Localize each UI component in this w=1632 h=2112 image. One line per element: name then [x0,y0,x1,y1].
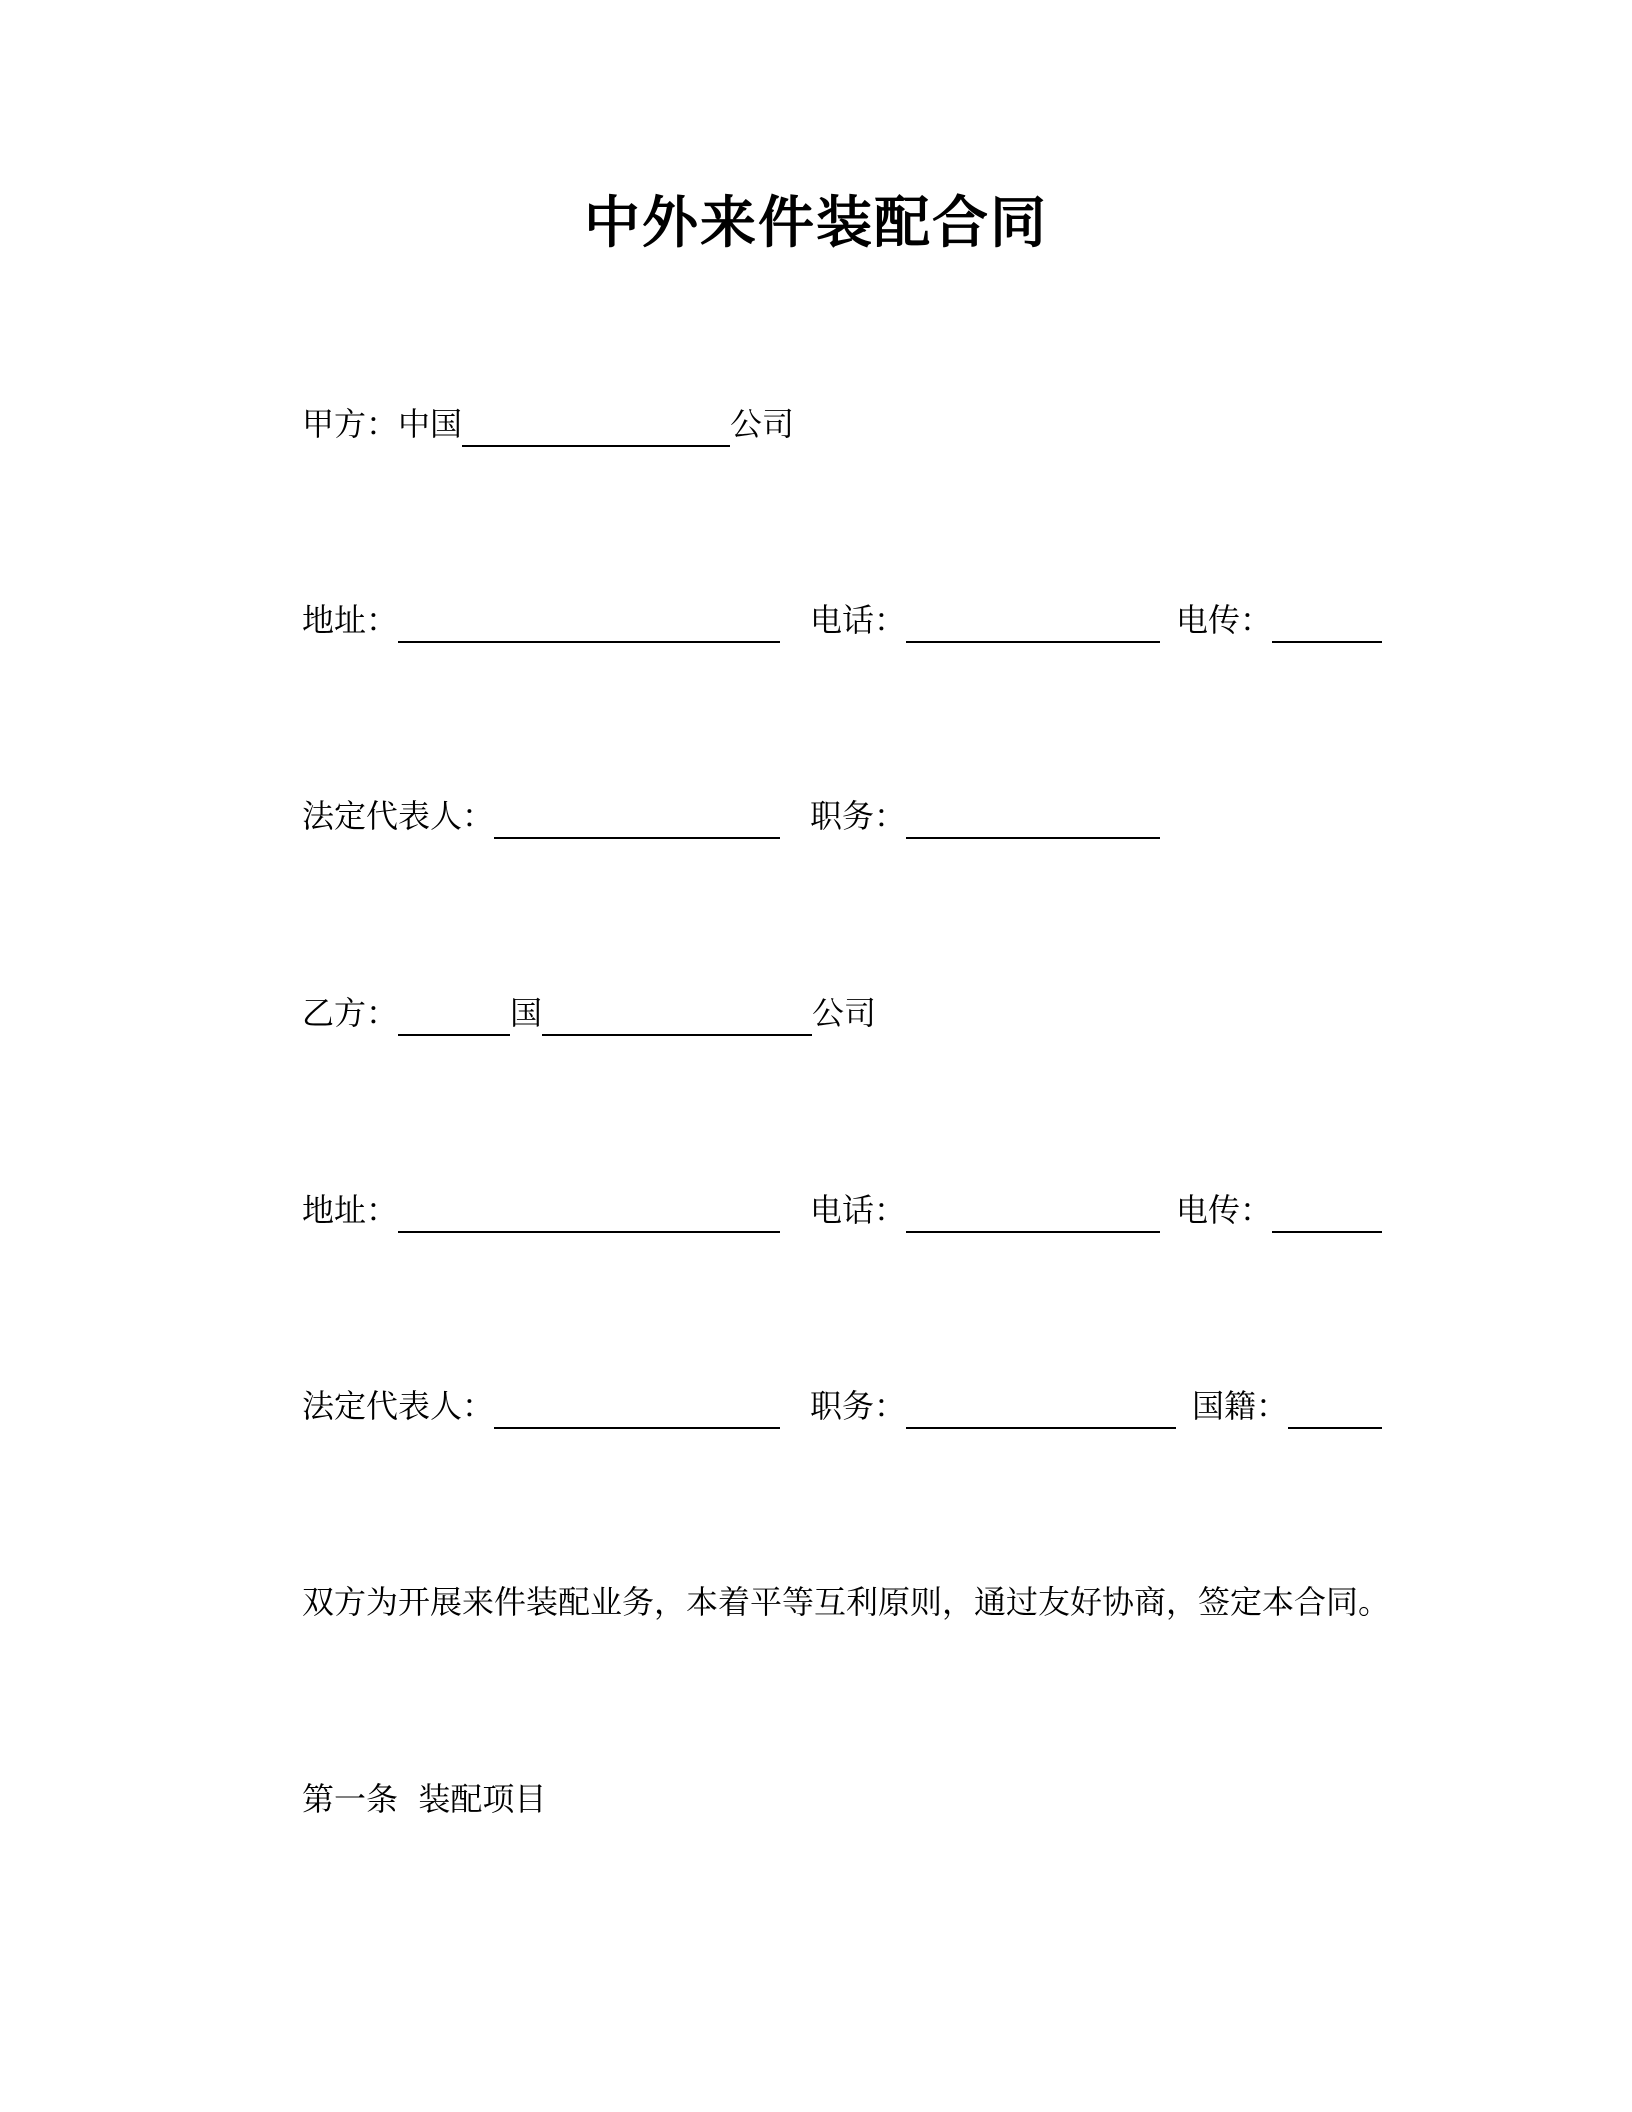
party-a-company-suffix: 公司 [730,405,795,443]
party-b-position-label: 职务： [810,1387,907,1425]
party-b-position-blank[interactable] [906,1427,1176,1429]
party-b-address-blank[interactable] [398,1231,780,1233]
article-1-heading: 第一条 装配项目 [302,1780,547,1818]
party-b-rep-label: 法定代表人： [302,1387,495,1425]
party-b-rep-row [0,1386,1632,1436]
party-a-rep-blank[interactable] [494,837,780,839]
party-a-name-row [0,404,1632,454]
party-a-address-label: 地址： [302,601,399,639]
party-a-company-blank[interactable] [462,445,730,447]
party-b-company-suffix: 公司 [812,994,877,1032]
party-b-address-label: 地址： [302,1191,399,1229]
party-b-fax-label: 电传： [1176,1191,1273,1229]
party-a-fax-label: 电传： [1176,601,1273,639]
preamble-text: 双方为开展来件装配业务，本着平等互利原则，通过友好协商，签定本合同。 [302,1583,1391,1621]
party-b-country-blank[interactable] [398,1034,510,1036]
party-b-rep-blank[interactable] [494,1427,780,1429]
party-b-nationality-blank[interactable] [1288,1427,1382,1429]
party-b-fax-blank[interactable] [1272,1231,1382,1233]
party-a-phone-label: 电话： [810,601,907,639]
party-a-country: 中国 [398,405,463,443]
party-b-name-row [0,993,1632,1043]
party-a-position-label: 职务： [810,797,907,835]
party-a-position-blank[interactable] [906,837,1160,839]
party-a-fax-blank[interactable] [1272,641,1382,643]
party-a-rep-label: 法定代表人： [302,797,495,835]
party-b-country-char: 国 [510,994,543,1032]
party-b-company-blank[interactable] [542,1034,812,1036]
party-a-label: 甲方： [302,405,399,443]
party-a-address-blank[interactable] [398,641,780,643]
party-a-contact-row [0,600,1632,650]
party-a-phone-blank[interactable] [906,641,1160,643]
party-b-contact-row [0,1190,1632,1240]
party-b-phone-label: 电话： [810,1191,907,1229]
party-b-phone-blank[interactable] [906,1231,1160,1233]
document-title: 中外来件装配合同 [584,191,1048,256]
party-b-label: 乙方： [302,994,399,1032]
party-a-rep-row [0,796,1632,846]
party-b-nationality-label: 国籍： [1192,1387,1289,1425]
